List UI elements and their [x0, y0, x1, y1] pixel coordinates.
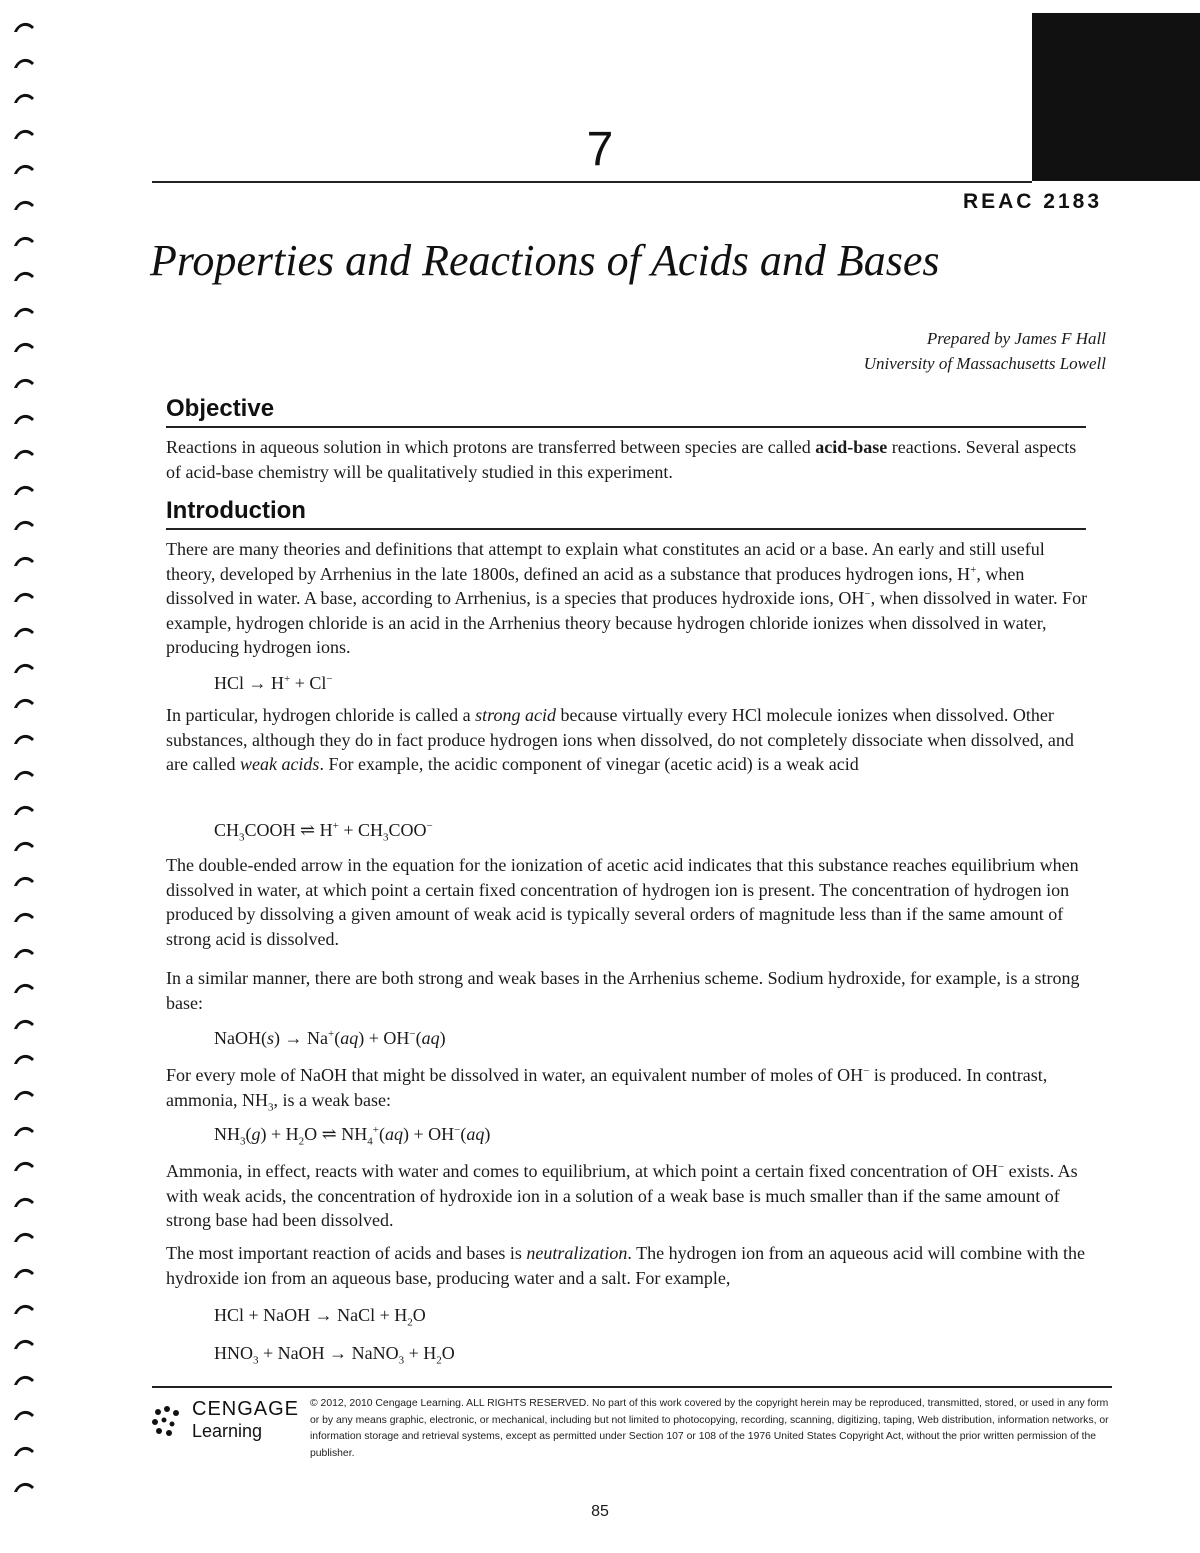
intro-paragraph-4: In a similar manner, there are both strong and weak bases in the Arrhenius scheme. Sodium hydroxide, for example, is a strong base:: [166, 968, 1080, 1013]
intro-paragraph-1: There are many theories and definitions that attempt to explain what constitutes an acid or a base. An early and still useful theory, developed by Arrhenius in the late 1800s, defined an acid as a substance that produces hydrogen ions, H+, when dissolved in water. A base, according to Arrhenius, is a species that produces hydroxide ions, OH−, when dissolved in water. For example, hydrogen chloride is an acid in the Arrhenius theory because hydrogen chloride ionizes when dissolved in water, producing hydrogen ions.: [166, 539, 1088, 657]
binding-ring: [12, 839, 36, 853]
binding-ring: [12, 162, 36, 176]
introduction-rule: [166, 528, 1086, 530]
binding-ring: [12, 376, 36, 390]
binding-ring: [12, 483, 36, 497]
binding-ring: [12, 661, 36, 675]
binding-ring: [12, 1230, 36, 1244]
binding-ring: [12, 1266, 36, 1280]
course-code: REAC 2183: [962, 190, 1102, 213]
objective-rule: [166, 426, 1086, 428]
binding-ring: [12, 625, 36, 639]
binding-ring: [12, 910, 36, 924]
binding-ring: [12, 946, 36, 960]
binding-ring: [12, 305, 36, 319]
intro-paragraph-2: In particular, hydrogen chloride is called a strong acid because virtually every HCl molecule ionizes when dissolved. Other substances, although they do in fact produce hydrogen ions when dissolved, do not completely dissociate when dissolved, and are called weak acids. For example, the acidic component of vinegar (acetic acid) is a weak acid: [166, 705, 1074, 774]
binding-ring: [12, 269, 36, 283]
binding-ring: [12, 447, 36, 461]
binding-ring: [12, 1337, 36, 1351]
author-block: [864, 326, 1106, 376]
affiliation: University of Massachusetts Lowell: [863, 354, 1106, 373]
intro-paragraph-6: Ammonia, in effect, reacts with water and comes to equilibrium, at which point a certain fixed concentration of OH− exists. As with weak acids, the concentration of hydroxide ion in a solution of a weak base is much smaller than if the same amount of strong base had been dissolved.: [166, 1161, 1078, 1230]
binding-ring: [12, 696, 36, 710]
binding-ring: [12, 1159, 36, 1173]
binding-ring: [12, 518, 36, 532]
equation-neutralization-hno3: $HNO_3$ + NaOH → NaNO$_3$ + $H_2O$: [214, 1343, 455, 1367]
intro-paragraph-7: The most important reaction of acids and bases is neutralization. The hydrogen ion from an aqueous acid will combine with the hydroxide ion from an aqueous base, producing water and a salt. For example,: [166, 1243, 1085, 1288]
introduction-heading: Introduction: [166, 497, 306, 524]
page-title: Properties and Reactions of Acids and Bases: [150, 236, 940, 285]
binding-ring: [12, 91, 36, 105]
binding-ring: [12, 127, 36, 141]
equation-ammonia: $NH_3(g) + H_2O$ ⇌ $NH_4^+(aq) + OH^-(aq)$: [214, 1124, 491, 1148]
spiral-binding: [8, 20, 42, 1530]
binding-ring: [12, 1373, 36, 1387]
binding-ring: [12, 803, 36, 817]
equation-hcl: HCl → H+ + Cl−: [214, 673, 333, 693]
binding-ring: [12, 1408, 36, 1422]
binding-ring: [12, 1302, 36, 1316]
binding-ring: [12, 340, 36, 354]
binding-ring: [12, 1480, 36, 1494]
binding-ring: [12, 234, 36, 248]
cengage-logo-icon: [150, 1404, 184, 1438]
binding-ring: [12, 1124, 36, 1138]
binding-ring: [12, 1088, 36, 1102]
chapter-tab-block: [1032, 13, 1200, 181]
cengage-logo: [150, 1396, 300, 1446]
objective-paragraph: Reactions in aqueous solution in which protons are transferred between species are called acid-base reactions. Several aspects of acid-base chemistry will be qualitatively studied in this experiment.: [166, 437, 1077, 482]
equation-naoh: NaOH(s) → Na+(aq) + OH−(aq): [214, 1028, 446, 1048]
binding-ring: [12, 1444, 36, 1458]
binding-ring: [12, 874, 36, 888]
objective-heading: Objective: [166, 395, 275, 422]
binding-ring: [12, 56, 36, 70]
binding-ring: [12, 1195, 36, 1209]
binding-ring: [12, 1052, 36, 1066]
binding-ring: [12, 590, 36, 604]
page-number: 85: [591, 1503, 609, 1520]
equation-neutralization-hcl: HCl + NaOH → NaCl + $H_2O$: [214, 1305, 426, 1329]
binding-ring: [12, 768, 36, 782]
copyright-notice: © 2012, 2010 Cengage Learning. ALL RIGHTS RESERVED. No part of this work covered by the copyright herein may be reproduced, transmitted, stored, or used in any form or by any means graphic, electronic, or mechanical, including but not limited to photocopying, recording, scanning, digitizing, taping, Web distribution, information networks, or information storage and retrieval systems, except as permitted under Section 107 or 108 of the 1976 United States Copyright Act, without the prior written permission of the publisher.: [310, 1398, 1109, 1459]
logo-line-1: CENGAGE: [192, 1398, 300, 1420]
footer-rule: [152, 1386, 1112, 1388]
intro-paragraph-5: For every mole of NaOH that might be dissolved in water, an equivalent number of moles of OH− is produced. In contrast, ammonia, $NH_3$, is a weak base:: [166, 1065, 1048, 1114]
binding-ring: [12, 732, 36, 746]
header-rule: [152, 181, 1032, 183]
binding-ring: [12, 554, 36, 568]
binding-ring: [12, 981, 36, 995]
binding-ring: [12, 1017, 36, 1031]
logo-line-2: Learning: [192, 1421, 263, 1441]
binding-ring: [12, 412, 36, 426]
equation-acetic-acid: $CH_3COOH$ ⇌ $H^+ + CH_3COO^-$: [214, 820, 433, 844]
binding-ring: [12, 20, 36, 34]
prepared-by: Prepared by James F Hall: [926, 329, 1106, 348]
chapter-number: 7: [586, 123, 614, 176]
binding-ring: [12, 198, 36, 212]
intro-paragraph-3: The double-ended arrow in the equation for the ionization of acetic acid indicates that this substance reaches equilibrium when dissolved in water, at which point a certain fixed concentration of hydrogen ion is present. The concentration of hydrogen ion produced by dissolving a given amount of weak acid is typically several orders of magnitude less than if the same amount of strong acid is dissolved.: [166, 855, 1079, 949]
